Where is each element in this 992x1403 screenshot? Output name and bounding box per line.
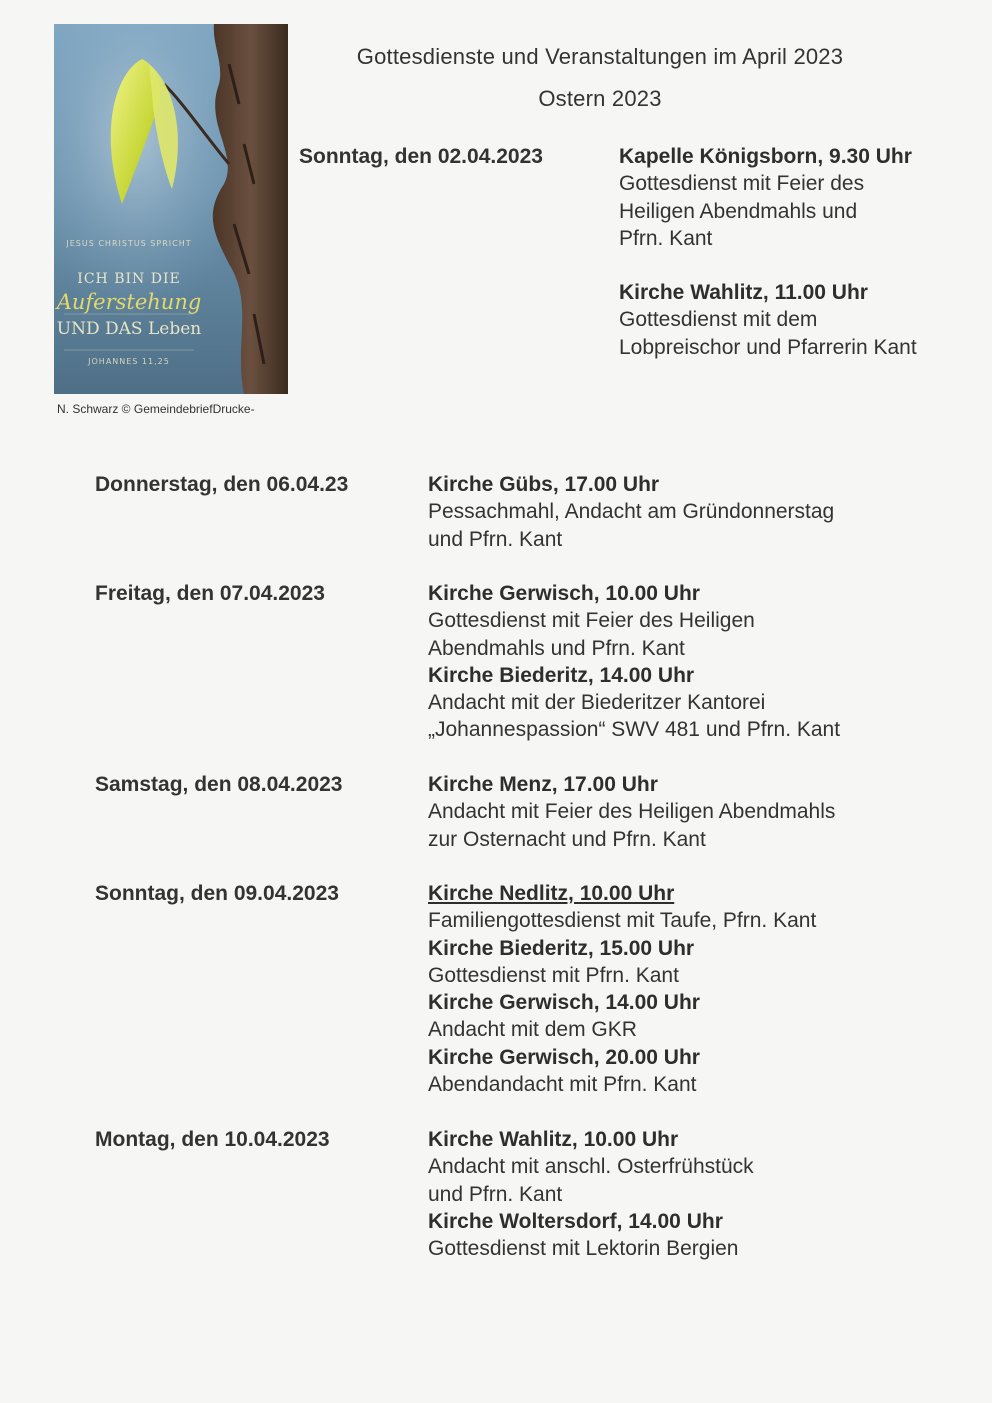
day-events: [428, 771, 835, 853]
day-date: Freitag, den 07.04.2023: [95, 582, 325, 605]
event-description: „Johannespassion“ SWV 481 und Pfrn. Kant: [428, 718, 841, 742]
event-description: Andacht mit anschl. Osterfrühstück: [428, 1155, 754, 1179]
event-description: und Pfrn. Kant: [428, 527, 563, 551]
day-date: Sonntag, den 02.04.2023: [299, 145, 543, 168]
event-description: Pfrn. Kant: [619, 226, 713, 250]
day-events: [428, 880, 816, 1098]
event-description: Gottesdienst mit Feier des Heiligen: [428, 609, 755, 633]
day-events: [428, 1126, 754, 1262]
event-place: Kapelle Königsborn, 9.30 Uhr: [619, 145, 912, 168]
day-events: [619, 143, 917, 361]
event-description: Heiligen Abendmahls und: [619, 199, 858, 223]
event-place: Kirche Gerwisch, 10.00 Uhr: [428, 582, 700, 605]
event-description: Andacht mit Feier des Heiligen Abendmahls: [428, 800, 836, 824]
event-place: Kirche Gerwisch, 20.00 Uhr: [428, 1045, 700, 1069]
event-place: Kirche Nedlitz, 10.00 Uhr: [428, 882, 675, 905]
day-events: [428, 580, 840, 744]
day-events: [428, 471, 834, 553]
event-description: und Pfrn. Kant: [428, 1182, 563, 1206]
event-place: Kirche Gübs, 17.00 Uhr: [428, 473, 660, 496]
event-description: Lobpreischor und Pfarrerin Kant: [619, 335, 917, 359]
poster-line-3: UND DAS Leben: [56, 319, 202, 339]
event-place: Kirche Wahlitz, 10.00 Uhr: [428, 1128, 679, 1151]
image-credit: N. Schwarz © GemeindebriefDrucke-: [57, 402, 255, 416]
page-subtitle: Ostern 2023: [538, 86, 662, 111]
event-description: Gottesdienst mit Feier des: [619, 172, 865, 196]
poster-line-1: ICH BIN DIE: [77, 271, 181, 287]
event-place: Kirche Wahlitz, 11.00 Uhr: [619, 281, 868, 305]
event-description: Abendandacht mit Pfrn. Kant: [428, 1073, 697, 1097]
event-description: Andacht mit der Biederitzer Kantorei: [428, 691, 766, 715]
day-date: Samstag, den 08.04.2023: [95, 773, 343, 796]
day-date: Donnerstag, den 06.04.23: [95, 473, 349, 496]
poster-line-2: Auferstehung: [56, 290, 202, 314]
event-description: Gottesdienst mit dem: [619, 308, 818, 332]
event-description: Familiengottesdienst mit Taufe, Pfrn. Kant: [428, 909, 817, 933]
event-place: Kirche Biederitz, 15.00 Uhr: [428, 936, 695, 960]
event-place: Kirche Menz, 17.00 Uhr: [428, 773, 658, 796]
event-place: Kirche Biederitz, 14.00 Uhr: [428, 663, 695, 687]
event-description: Andacht mit dem GKR: [428, 1018, 637, 1042]
event-description: Pessachmahl, Andacht am Gründonnerstag: [428, 500, 835, 524]
day-date: Sonntag, den 09.04.2023: [95, 882, 339, 905]
event-description: Gottesdienst mit Pfrn. Kant: [428, 963, 679, 987]
easter-poster-image: [54, 24, 288, 394]
poster-reference: JOHANNES 11,25: [88, 357, 170, 366]
event-description: zur Osternacht und Pfrn. Kant: [428, 827, 706, 851]
event-description: Abendmahls und Pfrn. Kant: [428, 636, 685, 660]
event-place: Kirche Gerwisch, 14.00 Uhr: [428, 991, 700, 1015]
poster-author-text: JESUS CHRISTUS SPRICHT: [66, 239, 192, 248]
event-place: Kirche Woltersdorf, 14.00 Uhr: [428, 1209, 723, 1233]
day-date: Montag, den 10.04.2023: [95, 1128, 330, 1151]
event-description: Gottesdienst mit Lektorin Bergien: [428, 1237, 739, 1261]
page-title: Gottesdienste und Veranstaltungen im April 2023: [356, 44, 844, 69]
